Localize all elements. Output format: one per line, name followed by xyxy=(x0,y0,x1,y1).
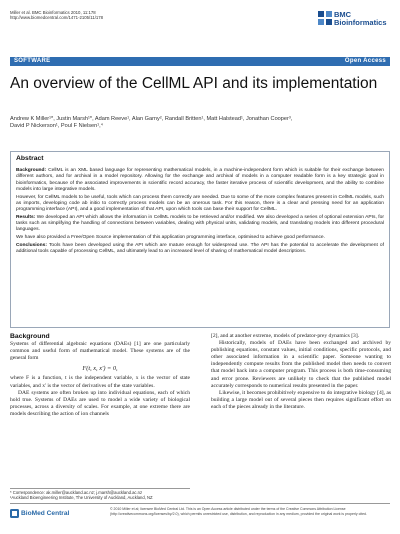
abstract-heading: Abstract xyxy=(16,155,44,162)
section-bar xyxy=(10,57,390,66)
body-paragraph: [2], and at another extreme, models of predator-prey dynamics [3]. xyxy=(211,333,360,339)
journal-logo xyxy=(318,9,388,31)
abstract-box xyxy=(10,151,390,328)
author-list xyxy=(10,116,390,131)
article-title: An overview of the CellML API and its implementation xyxy=(10,75,378,92)
background-text-2: However, for CellML models to be useful, tools which can process them correctly are needed. Due to some of the more complex features present in CellML models, such as imports, developing code ab initio to correctly process models can be an onerous task. For this reason, there is a clear and pressing need for an application programming interface (API), and a good implementation of that API, upon which tools can base their support for CellML. xyxy=(16,194,384,213)
results-label: Results: xyxy=(16,214,36,220)
open-access-label: Open Access xyxy=(344,58,386,64)
citation-header xyxy=(10,10,103,21)
page-footer xyxy=(10,503,390,524)
abstract-results xyxy=(16,215,384,234)
author-line: Andrew K Miller¹*, Justin Marsh¹*, Adam Reeve¹, Alan Garny², Randall Britten¹, Matt Halstead¹, Jonathan Cooper³, xyxy=(10,116,293,122)
results-text-2: We have also provided a Free/Open Source implementation of this application programming interface, optimised to achieve good performance. xyxy=(16,235,326,241)
biomed-central-icon xyxy=(10,509,19,518)
abstract-conclusions xyxy=(16,243,384,256)
correspondence-footnote: * Correspondence: ak.miller@auckland.ac.nz; j.marsh@auckland.ac.nz xyxy=(10,490,143,495)
abstract-background xyxy=(16,168,384,193)
equation: F(t, x, x') = 0, xyxy=(82,365,118,373)
body-paragraph: Systems of differential algebraic equations (DAEs) [1] are one particularly common and useful form of mathematical model. These systems are of the general form xyxy=(10,341,190,362)
body-column-left xyxy=(10,333,190,418)
journal-logo-line1: BMC xyxy=(334,10,352,19)
affiliation-footnote: ¹Auckland Bioengineering Institute, The University of Auckland, Auckland, NZ xyxy=(10,495,153,501)
conclusions-label: Conclusions: xyxy=(16,243,47,249)
body-paragraph: where F is a function, t is the independent variable, x is the vector of state variables, and x' is the vector of derivatives of the state variables. xyxy=(10,375,190,389)
body-paragraph: Likewise, it becomes prohibitively expensive to do integrative biology [4], as building a large model out of several pieces then requires significant effort on each of the pieces already in the literature. xyxy=(211,389,391,410)
journal-logo-line2: Bioinformatics xyxy=(334,18,387,27)
citation-line: Miller et al. BMC Bioinformatics 2010, 11:178 xyxy=(10,10,96,15)
article-type-label: SOFTWARE xyxy=(14,58,51,64)
background-heading: Background xyxy=(10,333,50,340)
body-paragraph: DAE systems are often broken up into individual equations, each of which hold true. Systems of DAEs are used to model a wide variety of biological processes, across a diversity of scales. For example, at one extreme there are models describing the action of ion channels xyxy=(10,389,190,417)
conclusions-text: Tools have been developed using the API which are mature enough for widespread use. The API has the potential to accelerate the development of additional tools capable of processing CellML, and ultimately lead to an increased level of sharing of mathematical model descriptions. xyxy=(16,243,384,255)
background-text: CellML is an XML based language for representing mathematical models, in a machine-independent form which is suitable for their exchange between different authors, and for archival in a model repository. Allowing for the exchange and archival of models in a computer readable form is a key strategic goal in bioinformatics, because of the associated improvements in scientific record accuracy, the faster iterative process of scientific development, and the ability to combine models into large integrative models. xyxy=(16,168,384,192)
body-paragraph: Historically, models of DAEs have been exchanged and archived by publishing equations, constant values, initial conditions, specific protocols, and other associated information in a scientific paper. Someone wanting to independently compute results from the published model then needs to convert that model back into a computer program. This process is both time-consuming and error prone. Reviewers are unlikely to check that the published model accurately corresponds to numerical results presented in the paper. xyxy=(211,340,391,389)
article-url-link[interactable]: http://www.biomedcentral.com/1471-2105/11/178 xyxy=(10,15,104,21)
author-line: David P Nickerson¹, Poul F Nielsen¹,⁴ xyxy=(10,123,104,130)
results-text: We developed an API which allows the information in CellML models to be retrieved and/or modified. We also developed a series of optional extension APIs, for tasks such as simplifying the handling of connections between variables, dealing with physical units, validating models, and translating models into different procedural languages. xyxy=(16,214,384,233)
footnotes xyxy=(10,488,190,500)
publisher-name: BioMed Central xyxy=(21,510,70,517)
license-text: © 2010 Miller et al; licensee BioMed Central Ltd. This is an Open Access article distributed under the terms of the Creative Commons Attribution License (http://creativecommons.org/licenses/by/2.0), which permits unrestricted use, distribution, and reproduction in any medium, provided the original work is properly cited. xyxy=(110,507,367,516)
bmc-logo-icon xyxy=(318,11,332,25)
background-label: Background: xyxy=(16,168,47,173)
body-column-right xyxy=(211,333,391,411)
publisher-logo xyxy=(10,509,70,521)
